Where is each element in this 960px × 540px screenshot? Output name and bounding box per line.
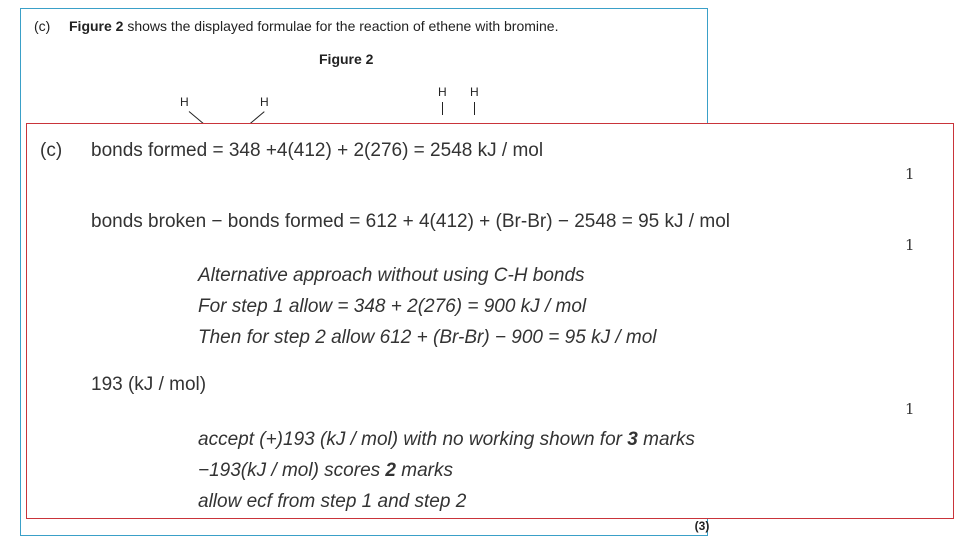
atom-h: H xyxy=(438,85,447,99)
alternative-step1: For step 1 allow = 348 + 2(276) = 900 kJ / mol xyxy=(198,296,587,317)
total-marks: (3) xyxy=(694,519,710,533)
alternative-heading: Alternative approach without using C-H bonds xyxy=(198,265,585,286)
markscheme-part-label: (c) xyxy=(40,140,63,161)
mark-value: 1 xyxy=(905,400,915,418)
mark-scheme-panel xyxy=(26,123,954,519)
final-answer: 193 (kJ / mol) xyxy=(91,374,207,395)
atom-h: H xyxy=(260,95,269,109)
mark-value: 1 xyxy=(905,165,915,183)
atom-h: H xyxy=(470,85,479,99)
bond-line xyxy=(442,102,443,115)
alternative-step2: Then for step 2 allow 612 + (Br-Br) − 900 = 95 kJ / mol xyxy=(198,327,657,348)
bonds-formed-line: bonds formed = 348 +4(412) + 2(276) = 2548 kJ / mol xyxy=(91,140,544,161)
question-part-label: (c) xyxy=(34,18,51,34)
bond-line xyxy=(474,102,475,115)
ecf-note: allow ecf from step 1 and step 2 xyxy=(198,491,467,512)
accept-note: accept (+)193 (kJ / mol) with no working shown for 3 marks xyxy=(198,429,695,450)
figure-reference: Figure 2 xyxy=(69,18,124,34)
mark-value: 1 xyxy=(905,236,915,254)
question-sentence: shows the displayed formulae for the reaction of ethene with bromine. xyxy=(123,18,559,34)
atom-h: H xyxy=(180,95,189,109)
negative-answer-note: −193(kJ / mol) scores 2 marks xyxy=(198,460,453,481)
question-text xyxy=(69,18,559,34)
figure-title: Figure 2 xyxy=(319,51,374,67)
bonds-difference-line: bonds broken − bonds formed = 612 + 4(412) + (Br-Br) − 2548 = 95 kJ / mol xyxy=(91,211,730,232)
